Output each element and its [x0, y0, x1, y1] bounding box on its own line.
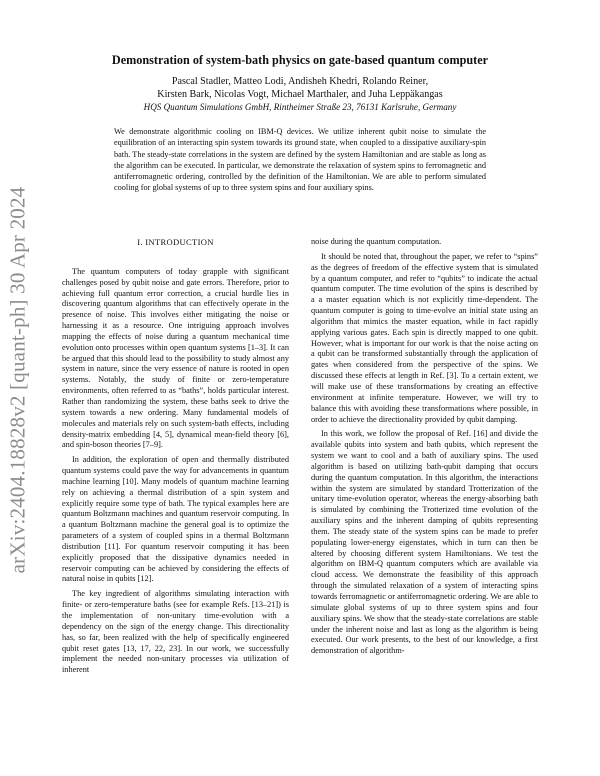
paper-title: Demonstration of system-bath physics on gate-based quantum computer: [111, 53, 489, 67]
affiliation: HQS Quantum Simulations GmbH, Rintheimer Straße 23, 76131 Karlsruhe, Germany: [143, 102, 457, 112]
paragraph-continuation: noise during the quantum computation.: [311, 237, 442, 246]
paragraph: It should be noted that, throughout the paper, we refer to “spins” as the degrees of freedom of the effective system that is simulated by a quantum computer, and refer to “qubits” to indicate the actual quantum computer. The time evolution of the spins is described by a a master equation which is not explicitly time-dependent. The quantum computer is going to time-evolve an initial state using an algorithm that mimics the master equation, while in fact rapidly applying various gates. Each spin is directly mapped to one qubit. However, what is important for our work is that the noise acting on a qubit can be transformed substantially through the application of gates when considered from the perspective of the spins. We discussed these effects at length in Ref. [3]. To a certain extent, we will make use of these transformations by creating an effective environment at infinite temperature. However, we will try to balance this with avoiding these transformations where possible, in order to achieve the directionality provided by qubit damping.: [311, 251, 538, 424]
arxiv-watermark: [4, 186, 32, 574]
paragraph: In addition, the exploration of open and thermally distributed quantum systems could pave the way for advancements in quantum machine learning [10]. Many models of quantum machine learning rely on achieving a thermal distribution of a spin system and explicitly require some type of bath. The typical examples here are quantum Boltzmann machines and quantum reservoir computing. In a quantum Boltzmann machine the general goal is to optimize the parameters of a system of coupled spins in a thermal Boltzmann distribution [11]. For quantum reservoir computing it has been explicitly proposed that the dissipative dynamics needed in reservoir computing can be achieved by considering the effects of natural noise in qubits [12].: [62, 455, 289, 584]
arxiv-id-text: arXiv:2404.18828v2 [quant-ph] 30 Apr 2024: [5, 186, 30, 574]
paragraph: The key ingredient of algorithms simulating interaction with finite- or zero-temperature baths (see for example Refs. [13–21]) is the implementation of non-unitary time-evolution with a dependency on the sign of the energy change. This directionality has, so far, been realized with the help of specifically engineered qubit reset gates [13, 17, 22, 23]. In our work, we successfully implement the needed non-unitary processes via utilization of inherent: [62, 589, 289, 675]
author-list: [60, 75, 540, 101]
paragraph: In this work, we follow the proposal of Ref. [16] and divide the available qubits into system and bath qubits, which represent the system we want to cool and a bath of auxiliary spins. The used algorithm is based on utilizing bath-qubit damping that occurs during the quantum computation. In this algorithm, the interactions within the system are simulated by standard Trotterization of the unitary time-evolution operator, whereas the energy-absorbing bath is simulated by combining the Trotterized time evolution of the auxiliary spins and the inherent damping of qubits representing them. The steady state of the system spins can be made to prefer populating lower-energy eigenstates, which in turn can then be altered by choosing different system Hamiltonians. We test the algorithm on IBM-Q quantum computers which are available via cloud access. We demonstrate the feasibility of this approach through the simulated relaxation of a system of interacting spins towards ferromagnetic or antiferromagnetic ordering. We are able to simulate global systems of up to three system spins and four auxiliary spins. We show that the steady-state correlations are stable under the inherent noise and last as long as the algorithm is being executed. Our work presents, to the best of our knowledge, a first demonstration of algorithm-: [311, 429, 538, 656]
left-column: [62, 237, 289, 680]
paragraph: The quantum computers of today grapple with significant challenges posed by qubit noise and gate errors. Therefore, prior to achieving full quantum error correction, a crucial hurdle lies in discovering quantum algorithms that can effectively operate in the presence of noise. This involves either mitigating the noise or harnessing it as a resource. One intriguing approach involves mapping the effects of noise during a quantum mechanical time evolution onto processes within open quantum systems [1–3]. It can be argued that this should lead to the possibility to study almost any system in nature, since the very essence of nature is rooted in open systems. Notably, the study of finite or zero-temperature environments, often referred to as “baths”, holds particular interest. Rather than randomizing the system, these baths seek to drive the system towards a new ordering. Many fundamental models of molecules and materials rely on such system-bath effects, including density-matrix embedding [4, 5], dynamical mean-field theory [6], and spin-boson theories [7–9].: [62, 266, 289, 450]
authors-line-2: Kirsten Bark, Nicolas Vogt, Michael Marthaler, and Juha Leppäkangas: [157, 89, 443, 100]
right-column: [311, 237, 538, 661]
authors-line-1: Pascal Stadler, Matteo Lodi, Andisheh Khedri, Rolando Reiner,: [171, 76, 429, 87]
abstract: We demonstrate algorithmic cooling on IBM-Q devices. We utilize inherent qubit noise to simulate the equilibration of an interacting spin system towards its ground state, when coupled to a dissipative auxiliary-spin bath. The steady-state correlations in the system are defined by the system Hamiltonian and are stable as long as the algorithm can be executed. In particular, we demonstrate the relaxation of system spins to ferromagnetic and antiferromagnetic ordering, controlled by the definition of the Hamiltonian. We are able to perform simulated cooling for global systems of up to three system spins and four auxiliary spins.: [114, 127, 486, 193]
section-heading: I. INTRODUCTION: [137, 237, 214, 247]
